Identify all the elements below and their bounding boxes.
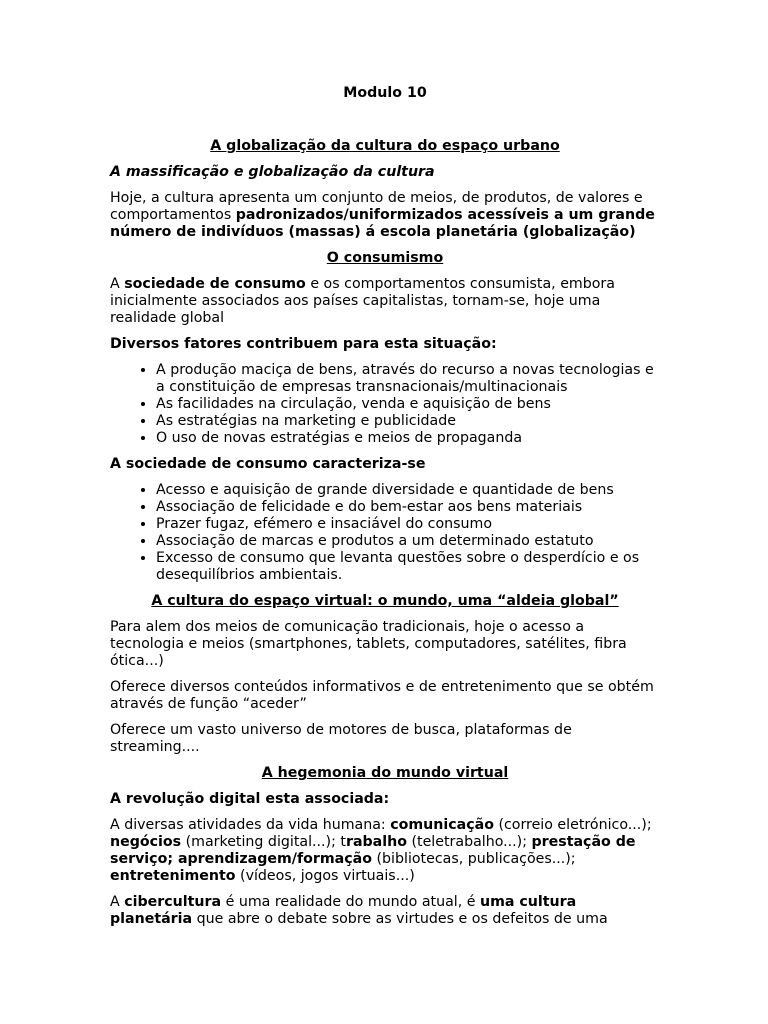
revolution-title: A revolução digital esta associada:	[110, 791, 390, 807]
activities-text-1: A diversas atividades da vida humana:	[110, 817, 391, 833]
cyber-text-1: A	[110, 894, 125, 910]
text-consumer-society-bold: sociedade de consumo	[124, 276, 306, 292]
paragraph-traditional-media: Para alem dos meios de comunicação tradicionais, hoje o acesso a tecnologia e meios (smartphones, tablets, computadores, satélites, fibra ótica...)	[110, 619, 627, 669]
cyber-bold-2: uma cultura planetária	[110, 894, 577, 927]
text-a: A	[110, 276, 125, 292]
section-heading-virtual-space: A cultura do espaço virtual: o mundo, uma “aldeia global”	[151, 593, 619, 609]
activities-text-2: (correio eletrónico...);	[493, 817, 652, 833]
section-heading-consumism: O consumismo	[326, 250, 444, 266]
list-item: • Associação de felicidade e do bem-estar aos bens materiais	[156, 499, 660, 516]
paragraph-intro-text: Hoje, a cultura apresenta um conjunto de meios, de produtos, de valores e comportamentos	[110, 190, 643, 223]
list-item: • A produção maciça de bens, através do recurso a novas tecnologias e a constituição de empresas transnacionais/multinacionais	[156, 362, 660, 396]
factors-list	[110, 362, 660, 447]
list-item: • Acesso e aquisição de grande diversidade e quantidade de bens	[156, 482, 660, 499]
activities-text-5: (bibliotecas, publicações...);	[372, 851, 576, 867]
cyber-bold-1: cibercultura	[124, 894, 222, 910]
section-heading-globalization: A globalização da cultura do espaço urbano	[210, 138, 560, 154]
subheading-massification: A massificação e globalização da cultura	[110, 164, 435, 180]
paragraph-consumer-society	[110, 276, 660, 327]
text-consumer-society-rest: e os comportamentos consumista, embora inicialmente associados aos países capitalistas, tornam-se, hoje uma realidade global	[110, 276, 615, 326]
document-content	[110, 85, 660, 937]
factors-title: Diversos fatores contribuem para esta situação:	[110, 336, 497, 352]
paragraph-contents: Oferece diversos conteúdos informativos e de entretenimento que se obtém através de função “aceder”	[110, 679, 654, 712]
list-item: • Prazer fugaz, efémero e insaciável do consumo	[156, 516, 660, 533]
activities-bold-5: entretenimento	[110, 868, 236, 884]
paragraph-intro-bold: padronizados/uniformizados acessíveis a um grande número de indivíduos (massas) á escola planetária (globalização)	[110, 207, 655, 240]
list-item: • Associação de marcas e produtos a um determinado estatuto	[156, 533, 660, 550]
list-item: • Excesso de consumo que levanta questões sobre o desperdício e os desequilíbrios ambientais.	[156, 550, 660, 584]
paragraph-cyberculture	[110, 894, 660, 928]
activities-text-6: (vídeos, jogos virtuais...)	[235, 868, 415, 884]
list-item: • O uso de novas estratégias e meios de propaganda	[156, 430, 660, 447]
section-heading-hegemony: A hegemonia do mundo virtual	[261, 765, 509, 781]
list-item: • As estratégias na marketing e publicidade	[156, 413, 660, 430]
paragraph-intro	[110, 190, 660, 241]
document-title: Modulo 10	[343, 85, 427, 101]
activities-bold-4: prestação de serviço; aprendizagem/formação	[110, 834, 636, 867]
activities-text-4: (teletrabalho...);	[406, 834, 532, 850]
cyber-text-3: que abre o debate sobre as virtudes e os defeitos de uma	[192, 911, 608, 927]
cyber-text-2: é uma realidade do mundo atual, é	[221, 894, 480, 910]
society-list	[110, 482, 660, 584]
paragraph-search-engines: Oferece um vasto universo de motores de busca, plataformas de streaming....	[110, 722, 572, 755]
activities-text-3: (marketing digital...); t	[181, 834, 346, 850]
society-title: A sociedade de consumo caracteriza-se	[110, 456, 426, 472]
paragraph-activities	[110, 817, 660, 885]
activities-bold-1: comunicação	[390, 817, 494, 833]
activities-bold-3: rabalho	[345, 834, 407, 850]
activities-bold-2: negócios	[110, 834, 182, 850]
list-item: • As facilidades na circulação, venda e aquisição de bens	[156, 396, 660, 413]
